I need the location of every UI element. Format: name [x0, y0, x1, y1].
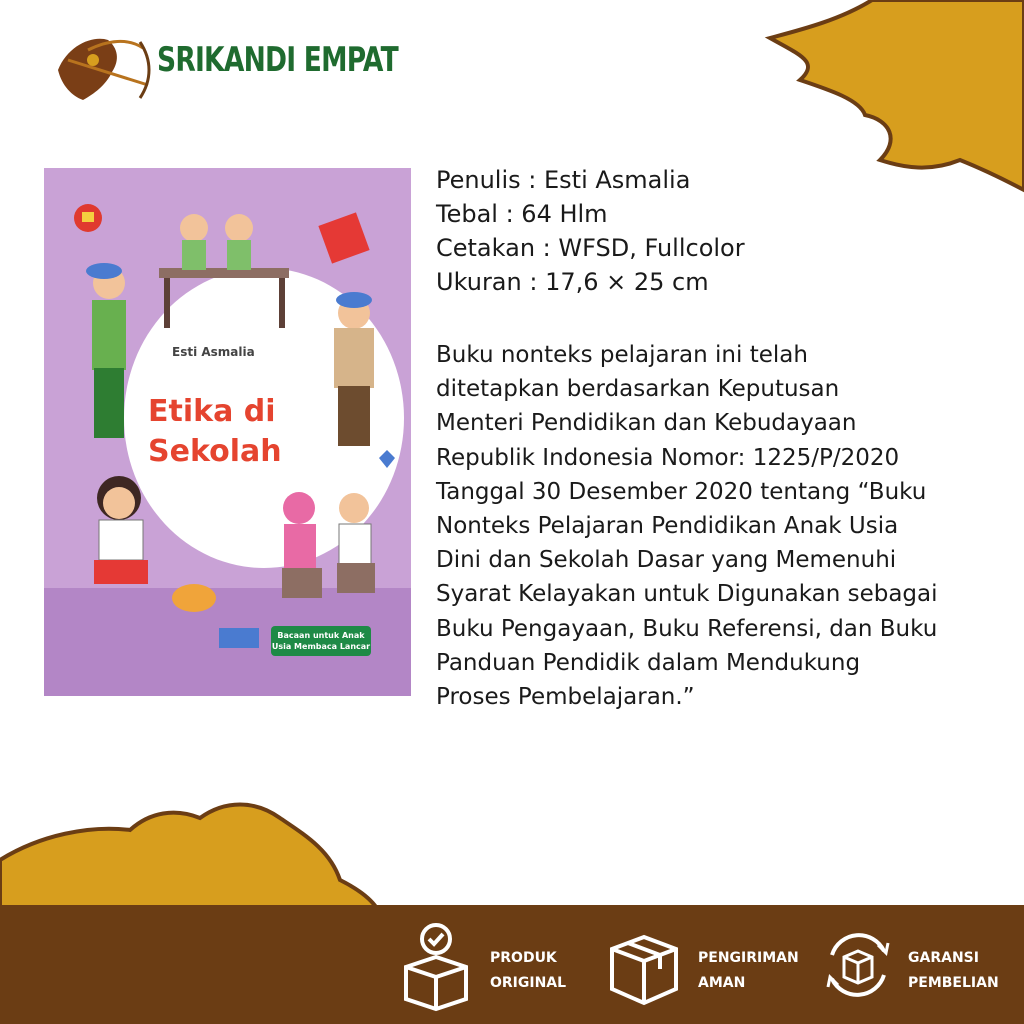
feature-label-line2: AMAN — [698, 975, 746, 991]
description-line: Menteri Pendidikan dan Kebudayaan — [436, 410, 857, 437]
feature-label — [908, 946, 999, 996]
feature-label-line2: ORIGINAL — [490, 975, 567, 991]
wayang-archer-icon — [58, 39, 149, 100]
cover-reading-badge — [271, 626, 371, 656]
boy-standing-right — [334, 292, 374, 446]
spec-pages: Tebal : 64 Hlm — [436, 200, 608, 228]
feature-label-line1: GARANSI — [908, 950, 979, 966]
feature-label — [698, 946, 799, 996]
cover-author: Esti Asmalia — [172, 345, 255, 359]
description-line: Nonteks Pelajaran Pendidikan Anak Usia — [436, 513, 899, 540]
cat-illustration — [172, 584, 216, 612]
feature-label — [490, 946, 566, 996]
description-line: ditetapkan berdasarkan Keputusan — [436, 376, 840, 403]
bottom-left-cloud — [0, 805, 378, 911]
description-line: Syarat Kelayakan untuk Digunakan sebagai — [436, 581, 938, 608]
brand-name: SRIKANDI EMPAT — [157, 40, 398, 80]
description-line: Dini dan Sekolah Dasar yang Memenuhi — [436, 547, 897, 574]
spec-print: Cetakan : WFSD, Fullcolor — [436, 234, 745, 262]
book-specs — [436, 163, 745, 299]
feature-label-line1: PENGIRIMAN — [698, 950, 799, 966]
cover-title-line2: Sekolah — [148, 434, 282, 469]
package-icon — [606, 917, 686, 1013]
feature-label-line1: PRODUK — [490, 950, 557, 966]
description-line: Buku nonteks pelajaran ini telah — [436, 342, 808, 368]
cover-badge-line1: Bacaan untuk Anak — [277, 631, 365, 640]
feature-purchase-guarantee — [818, 917, 1018, 1013]
sharpener — [219, 628, 259, 648]
top-right-cloud — [770, 0, 1024, 190]
refresh-box-icon — [818, 917, 898, 1013]
feature-original-product — [398, 917, 588, 1013]
spec-author: Penulis : Esti Asmalia — [436, 166, 691, 194]
book-description — [436, 338, 1006, 714]
box-check-icon — [398, 917, 478, 1013]
spec-size: Ukuran : 17,6 × 25 cm — [436, 268, 709, 296]
description-line: Panduan Pendidik dalam Mendukung — [436, 649, 861, 676]
cover-title-line1: Etika di — [148, 394, 276, 429]
description-line: Tanggal 30 Desember 2020 tentang “Buku — [436, 478, 927, 505]
cover-title — [148, 392, 308, 472]
description-line: Proses Pembelajaran.” — [436, 684, 695, 711]
description-line: Republik Indonesia Nomor: 1225/P/2020 — [436, 444, 900, 471]
feature-label-line2: PEMBELIAN — [908, 975, 999, 991]
feature-safe-shipping — [606, 917, 816, 1013]
description-line: Buku Pengayaan, Buku Referensi, dan Buku — [436, 615, 938, 642]
cover-badge-line2: Usia Membaca Lancar — [271, 642, 371, 651]
